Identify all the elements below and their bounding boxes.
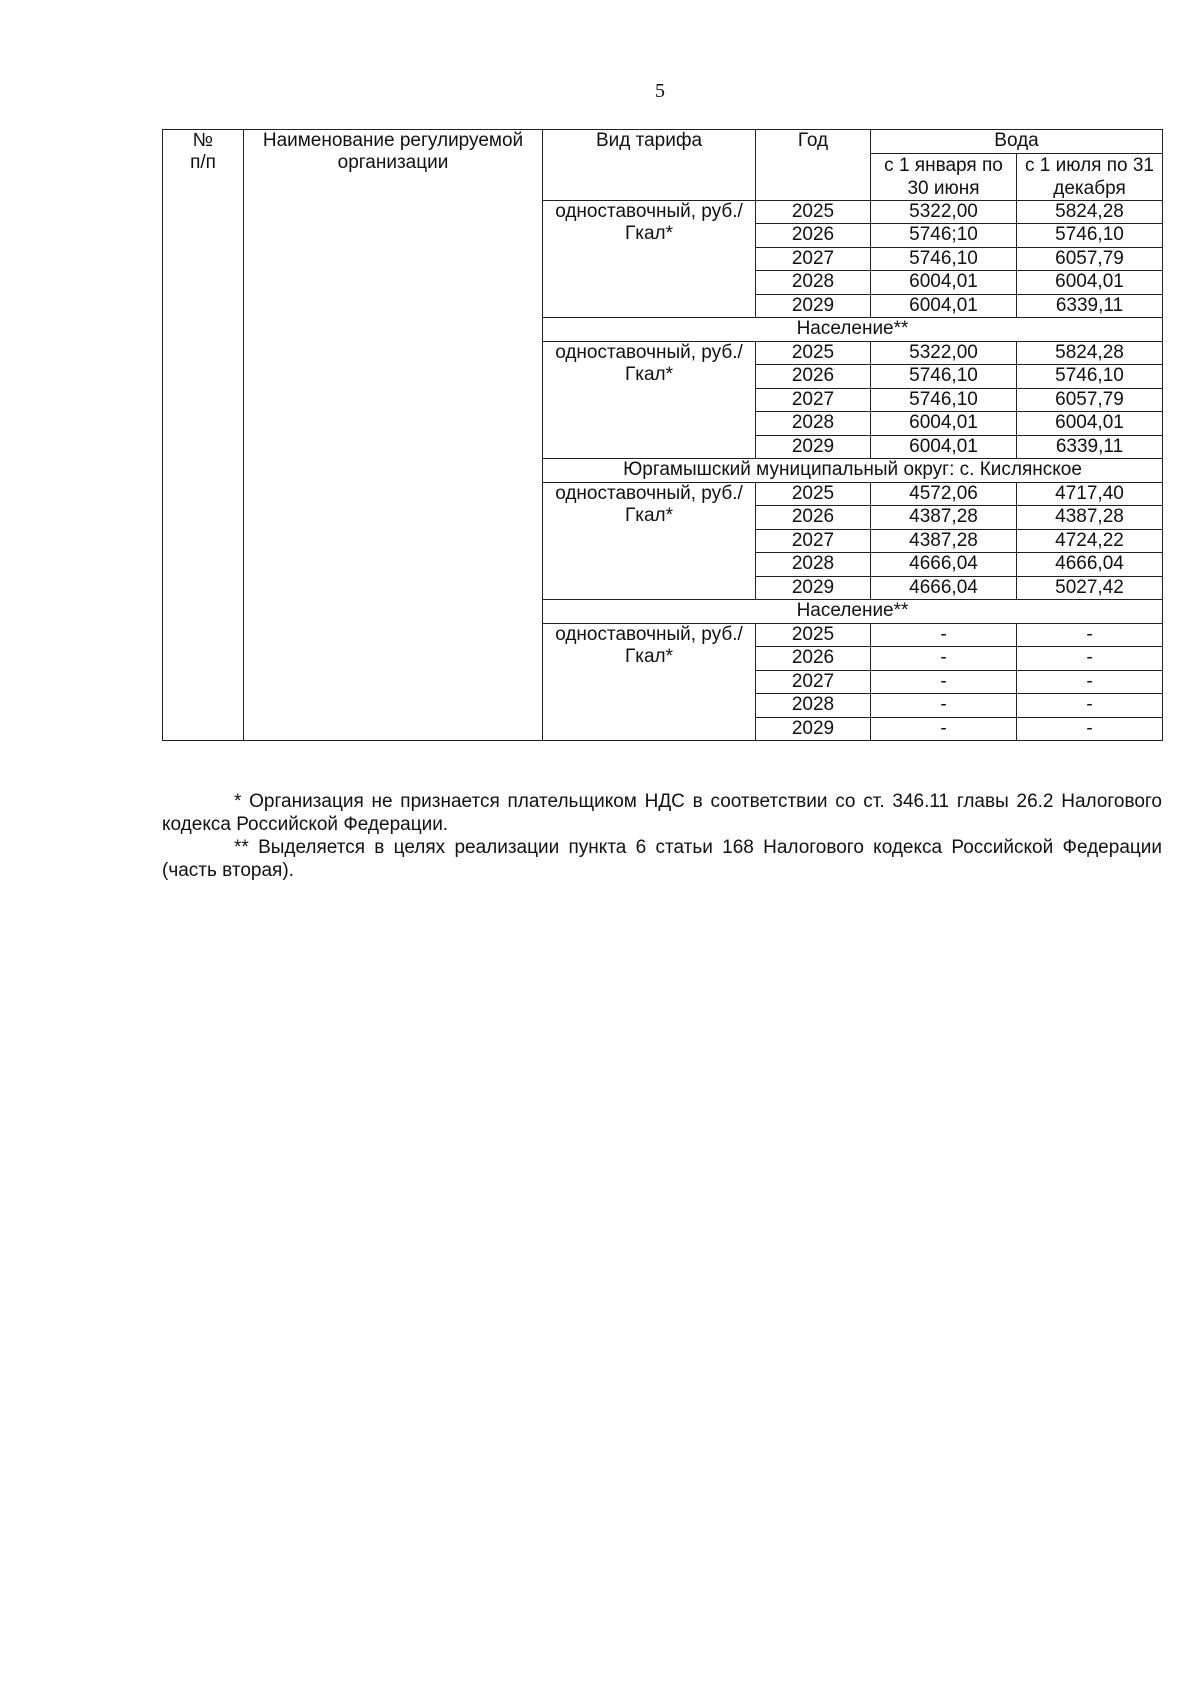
value-period-2: 6339,11	[1017, 294, 1163, 318]
value-period-1: -	[871, 647, 1017, 671]
tariff-type: одноставочный, руб./Гкал*	[543, 341, 756, 459]
year-cell: 2028	[756, 553, 871, 577]
header-num: № п/п	[163, 130, 244, 741]
footnote-population: ** Выделяется в целях реализации пункта 6 статьи 168 Налогового кодекса Российской Федерации (часть вторая).	[162, 837, 1162, 881]
year-cell: 2029	[756, 717, 871, 741]
year-cell: 2028	[756, 412, 871, 436]
year-cell: 2026	[756, 647, 871, 671]
header-water: Вода	[871, 130, 1163, 154]
header-org: Наименование регулируемой организации	[244, 130, 543, 741]
year-cell: 2026	[756, 365, 871, 389]
year-cell: 2029	[756, 294, 871, 318]
value-period-2: 6057,79	[1017, 388, 1163, 412]
value-period-2: -	[1017, 670, 1163, 694]
year-cell: 2025	[756, 200, 871, 224]
value-period-1: 6004,01	[871, 271, 1017, 295]
year-cell: 2025	[756, 623, 871, 647]
value-period-1: 4572,06	[871, 482, 1017, 506]
tariff-type: одноставочный, руб./Гкал*	[543, 623, 756, 741]
value-period-1: -	[871, 694, 1017, 718]
value-period-2: -	[1017, 623, 1163, 647]
year-cell: 2027	[756, 247, 871, 271]
header-tariff: Вид тарифа	[543, 130, 756, 201]
value-period-2: -	[1017, 717, 1163, 741]
value-period-2: 5746,10	[1017, 365, 1163, 389]
year-cell: 2025	[756, 482, 871, 506]
tariff-type: одноставочный, руб./Гкал*	[543, 482, 756, 600]
value-period-2: 4387,28	[1017, 506, 1163, 530]
header-year: Год	[756, 130, 871, 201]
value-period-1: 4387,28	[871, 529, 1017, 553]
value-period-1: 5746,10	[871, 388, 1017, 412]
year-cell: 2028	[756, 694, 871, 718]
value-period-1: 6004,01	[871, 294, 1017, 318]
section-heading: Население**	[543, 600, 1163, 624]
year-cell: 2026	[756, 224, 871, 248]
value-period-2: 4717,40	[1017, 482, 1163, 506]
year-cell: 2025	[756, 341, 871, 365]
value-period-1: -	[871, 670, 1017, 694]
value-period-1: -	[871, 717, 1017, 741]
value-period-2: 5824,28	[1017, 341, 1163, 365]
year-cell: 2027	[756, 388, 871, 412]
tariff-type: одноставочный, руб./Гкал*	[543, 200, 756, 318]
value-period-1: 4666,04	[871, 553, 1017, 577]
header-period-2: с 1 июля по 31 декабря	[1017, 153, 1163, 200]
year-cell: 2026	[756, 506, 871, 530]
footnotes	[162, 790, 1162, 882]
value-period-1: 5746,10	[871, 365, 1017, 389]
value-period-2: -	[1017, 647, 1163, 671]
footnote-vat: * Организация не признается плательщиком НДС в соответствии со ст. 346.11 главы 26.2 Налогового кодекса Российской Федерации.	[162, 791, 1162, 835]
header-period-1: с 1 января по 30 июня	[871, 153, 1017, 200]
value-period-1: -	[871, 623, 1017, 647]
value-period-1: 6004,01	[871, 412, 1017, 436]
value-period-2: -	[1017, 694, 1163, 718]
year-cell: 2027	[756, 670, 871, 694]
value-period-2: 6004,01	[1017, 271, 1163, 295]
value-period-2: 6339,11	[1017, 435, 1163, 459]
value-period-2: 5746,10	[1017, 224, 1163, 248]
year-cell: 2029	[756, 435, 871, 459]
value-period-1: 5746,10	[871, 247, 1017, 271]
value-period-2: 4666,04	[1017, 553, 1163, 577]
header-row	[163, 130, 1163, 154]
tariff-table	[162, 129, 1163, 741]
value-period-2: 6057,79	[1017, 247, 1163, 271]
value-period-1: 6004,01	[871, 435, 1017, 459]
value-period-2: 4724,22	[1017, 529, 1163, 553]
section-heading: Юргамышский муниципальный округ: с. Кислянское	[543, 459, 1163, 483]
year-cell: 2029	[756, 576, 871, 600]
value-period-1: 4387,28	[871, 506, 1017, 530]
year-cell: 2027	[756, 529, 871, 553]
value-period-1: 5322,00	[871, 200, 1017, 224]
section-heading: Население**	[543, 318, 1163, 342]
value-period-1: 5746;10	[871, 224, 1017, 248]
value-period-2: 5824,28	[1017, 200, 1163, 224]
year-cell: 2028	[756, 271, 871, 295]
value-period-2: 6004,01	[1017, 412, 1163, 436]
value-period-2: 5027,42	[1017, 576, 1163, 600]
value-period-1: 5322,00	[871, 341, 1017, 365]
value-period-1: 4666,04	[871, 576, 1017, 600]
page-number: 5	[655, 80, 665, 102]
